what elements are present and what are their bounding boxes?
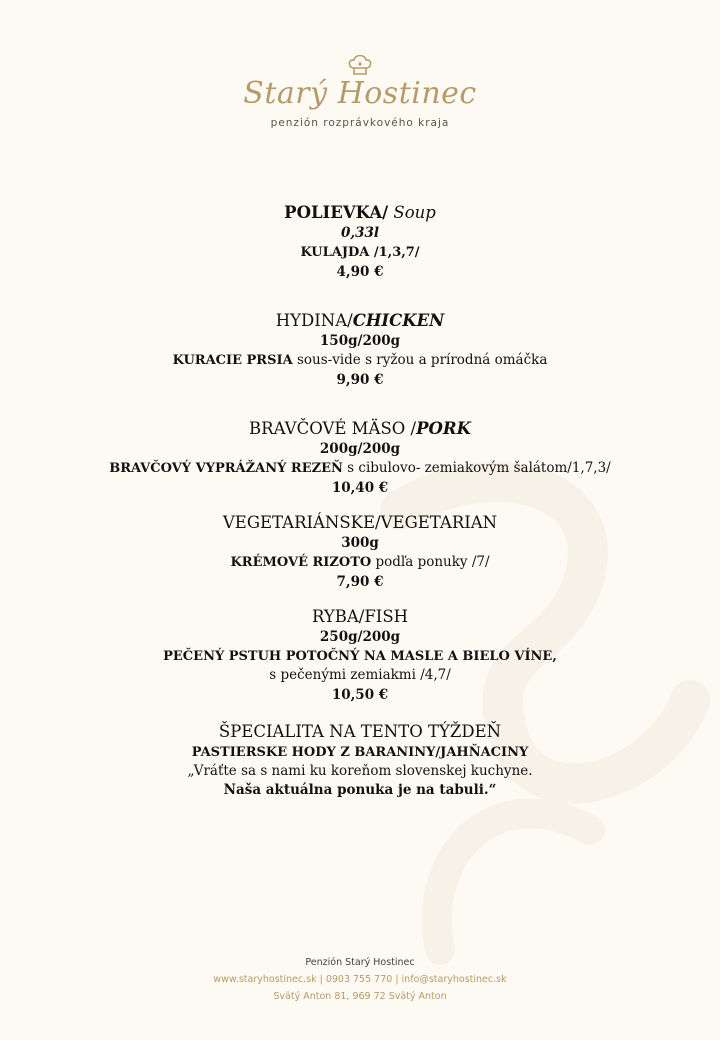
price: 7,90 € <box>336 574 384 590</box>
menu-section-soup <box>0 202 720 282</box>
dish: KRÉMOVÉ RIZOTO podľa ponuky /7/ <box>230 554 490 570</box>
footer <box>0 954 720 1005</box>
price: 10,50 € <box>331 687 389 703</box>
menu-section-fish <box>0 606 720 705</box>
special-title: PASTIERSKE HODY Z BARANINY/JAHŇACINY <box>191 745 529 760</box>
dish-side: s pečenými zemiakmi /4,7/ <box>269 667 451 683</box>
section-heading: BRAVČOVÉ MÄSO /PORK <box>249 419 471 438</box>
brand-name: Starý Hostinec <box>243 76 477 111</box>
section-heading: HYDINA/CHICKEN <box>275 311 445 330</box>
portion: 250g/200g <box>319 629 401 645</box>
menu-section-vegetarian <box>0 512 720 592</box>
portion: 300g <box>341 535 379 551</box>
special-heading: ŠPECIALITA NA TENTO TÝŽDEŇ <box>218 722 502 741</box>
special-note: Naša aktuálna ponuka je na tabuli.“ <box>223 782 497 798</box>
price: 4,90 € <box>336 264 384 280</box>
footer-contacts: www.staryhostinec.sk | 0903 755 770 | info@staryhostinec.sk <box>213 974 507 985</box>
price: 10,40 € <box>331 480 389 496</box>
menu-section-pork <box>0 418 720 498</box>
footer-address: Svätý Anton 81, 969 72 Svätý Anton <box>273 991 447 1002</box>
dish: KURACIE PRSIA sous-vide s ryžou a prírodná omáčka <box>172 352 548 368</box>
brand-header <box>0 50 720 129</box>
dish: BRAVČOVÝ VYPRÁŽANÝ REZEŇ s cibulovo- zemiakovým šalátom/1,7,3/ <box>109 460 611 476</box>
portion: 0,33l <box>340 225 379 241</box>
section-heading: POLIEVKA/ Soup <box>284 203 436 222</box>
dish: KULAJDA /1,3,7/ <box>300 245 420 260</box>
footer-name: Penzión Starý Hostinec <box>305 957 415 968</box>
weekly-special <box>0 721 720 800</box>
section-heading: VEGETARIÁNSKE/VEGETARIAN <box>222 513 498 532</box>
menu-list <box>0 202 720 800</box>
menu-section-chicken <box>0 310 720 390</box>
portion: 150g/200g <box>319 333 401 349</box>
brand-tagline: penzión rozprávkového kraja <box>270 117 450 129</box>
price: 9,90 € <box>336 372 384 388</box>
special-quote: „Vráťte sa s nami ku koreňom slovenskej kuchyne. <box>187 763 533 779</box>
dish: PEČENÝ PSTUH POTOČNÝ NA MASLE A BIELO VÍNE, <box>163 649 557 664</box>
section-heading: RYBA/FISH <box>311 607 409 626</box>
portion: 200g/200g <box>319 441 401 457</box>
